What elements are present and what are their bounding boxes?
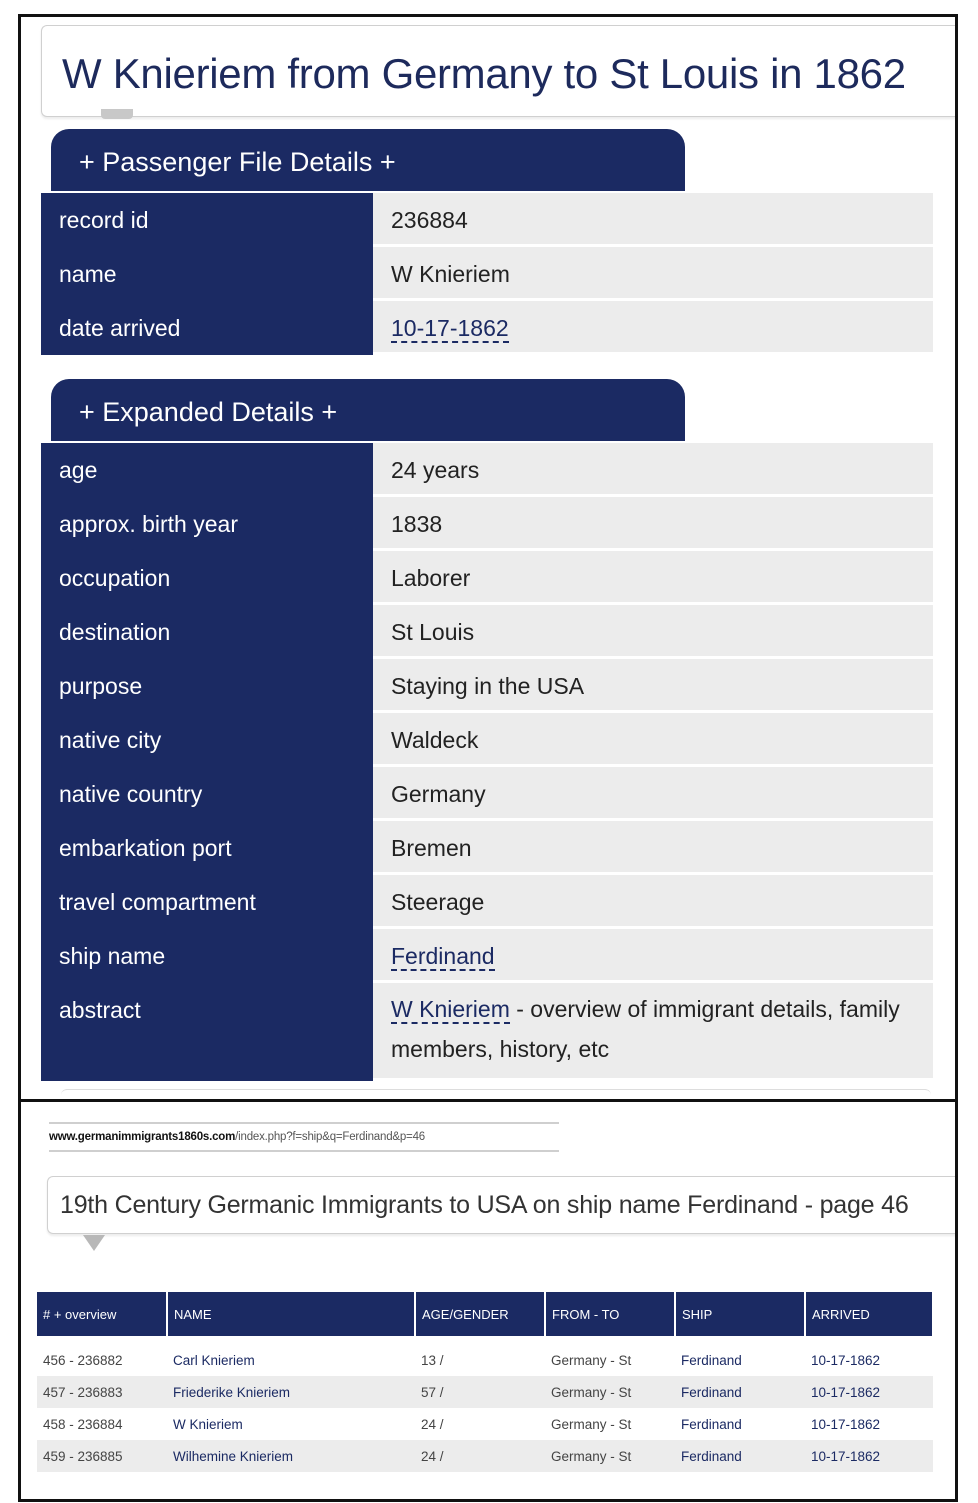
cell-from-to: Germany - St	[545, 1344, 675, 1376]
cell-from-to: Germany - St	[545, 1408, 675, 1440]
cell-name-link[interactable]: Wilhemine Knieriem	[167, 1440, 415, 1472]
cell-name-link[interactable]: Friederike Knieriem	[167, 1376, 415, 1408]
detail-row-birth-year	[41, 497, 933, 551]
cell-name-link[interactable]: Carl Knieriem	[167, 1344, 415, 1376]
page-title: W Knieriem from Germany to St Louis in 1862	[62, 50, 906, 97]
detail-label: occupation	[41, 551, 373, 605]
detail-value: 236884	[373, 193, 933, 247]
detail-row-occupation	[41, 551, 933, 605]
detail-label: record id	[41, 193, 373, 247]
cell-age-gender: 57 /	[415, 1376, 545, 1408]
detail-row-travel-compartment	[41, 875, 933, 929]
cell-overview[interactable]: 458 - 236884	[37, 1408, 167, 1440]
abstract-name-link[interactable]: W Knieriem	[391, 996, 510, 1022]
column-header-age-gender[interactable]: AGE/GENDER	[415, 1292, 545, 1336]
detail-label: embarkation port	[41, 821, 373, 875]
detail-label: destination	[41, 605, 373, 659]
cell-from-to: Germany - St	[545, 1440, 675, 1472]
ship-listing-panel	[18, 1099, 958, 1502]
detail-label: date arrived	[41, 301, 373, 355]
detail-label: native city	[41, 713, 373, 767]
cell-age-gender: 24 /	[415, 1440, 545, 1472]
detail-label: native country	[41, 767, 373, 821]
expanded-details-table	[41, 443, 933, 1081]
url-domain: www.germanimmigrants1860s.com	[49, 1131, 236, 1143]
detail-row-ship-name	[41, 929, 933, 983]
column-header-ship[interactable]: SHIP	[675, 1292, 805, 1336]
detail-value: Germany	[373, 767, 933, 821]
detail-row-destination	[41, 605, 933, 659]
column-header-from-to[interactable]: FROM - TO	[545, 1292, 675, 1336]
passenger-details-table	[41, 193, 933, 355]
detail-value: Staying in the USA	[373, 659, 933, 713]
detail-value: Laborer	[373, 551, 933, 605]
detail-row-native-country	[41, 767, 933, 821]
cell-overview[interactable]: 456 - 236882	[37, 1344, 167, 1376]
immigrant-results-table	[37, 1292, 934, 1472]
detail-row-name	[41, 247, 933, 301]
record-detail-panel	[18, 14, 958, 1102]
detail-row-date-arrived	[41, 301, 933, 355]
detail-value: Waldeck	[373, 713, 933, 767]
cell-arrived-link[interactable]: 10-17-1862	[805, 1344, 933, 1376]
detail-value	[373, 929, 933, 983]
detail-label: name	[41, 247, 373, 301]
table-row	[37, 1408, 933, 1440]
cell-name-link[interactable]: W Knieriem	[167, 1408, 415, 1440]
detail-label: travel compartment	[41, 875, 373, 929]
column-header-name[interactable]: NAME	[167, 1292, 415, 1336]
detail-label: abstract	[41, 983, 373, 1081]
cell-age-gender: 24 /	[415, 1408, 545, 1440]
detail-value: St Louis	[373, 605, 933, 659]
table-row	[37, 1440, 933, 1472]
title-card-tail	[101, 109, 133, 119]
title-pointer-icon	[83, 1235, 105, 1251]
column-header-overview[interactable]: # + overview	[37, 1292, 167, 1336]
column-header-arrived[interactable]: ARRIVED	[805, 1292, 933, 1336]
cell-age-gender: 13 /	[415, 1344, 545, 1376]
detail-value: Steerage	[373, 875, 933, 929]
page-title-card	[41, 25, 958, 117]
detail-value	[373, 983, 933, 1081]
cell-ship-link[interactable]: Ferdinand	[675, 1376, 805, 1408]
address-bar[interactable]	[49, 1122, 559, 1152]
detail-row-purpose	[41, 659, 933, 713]
detail-row-age	[41, 443, 933, 497]
table-header-row	[37, 1292, 933, 1336]
cell-arrived-link[interactable]: 10-17-1862	[805, 1408, 933, 1440]
url-path: /index.php?f=ship&q=Ferdinand&p=46	[235, 1131, 425, 1143]
detail-label: ship name	[41, 929, 373, 983]
detail-row-native-city	[41, 713, 933, 767]
detail-value: 1838	[373, 497, 933, 551]
detail-row-embarkation-port	[41, 821, 933, 875]
table-spacer	[37, 1336, 933, 1344]
cell-from-to: Germany - St	[545, 1376, 675, 1408]
detail-label: age	[41, 443, 373, 497]
detail-row-abstract	[41, 983, 933, 1081]
cell-ship-link[interactable]: Ferdinand	[675, 1408, 805, 1440]
listing-title-card	[47, 1176, 958, 1234]
cell-arrived-link[interactable]: 10-17-1862	[805, 1376, 933, 1408]
abstract-text: - overview of immigrant details, family members, history, etc	[391, 996, 900, 1062]
passenger-file-details-toggle[interactable]: + Passenger File Details +	[51, 129, 685, 191]
detail-row-record-id	[41, 193, 933, 247]
cell-overview[interactable]: 459 - 236885	[37, 1440, 167, 1472]
detail-value: W Knieriem	[373, 247, 933, 301]
date-arrived-link[interactable]: 10-17-1862	[391, 315, 509, 341]
detail-value	[373, 301, 933, 355]
listing-title: 19th Century Germanic Immigrants to USA on ship name Ferdinand - page 46	[60, 1191, 909, 1219]
cell-arrived-link[interactable]: 10-17-1862	[805, 1440, 933, 1472]
detail-label: purpose	[41, 659, 373, 713]
detail-value: 24 years	[373, 443, 933, 497]
detail-label: approx. birth year	[41, 497, 373, 551]
cell-ship-link[interactable]: Ferdinand	[675, 1440, 805, 1472]
table-row	[37, 1376, 933, 1408]
detail-value: Bremen	[373, 821, 933, 875]
cell-ship-link[interactable]: Ferdinand	[675, 1344, 805, 1376]
table-row	[37, 1344, 933, 1376]
expanded-details-toggle[interactable]: + Expanded Details +	[51, 379, 685, 441]
cell-overview[interactable]: 457 - 236883	[37, 1376, 167, 1408]
ship-name-link[interactable]: Ferdinand	[391, 943, 495, 969]
